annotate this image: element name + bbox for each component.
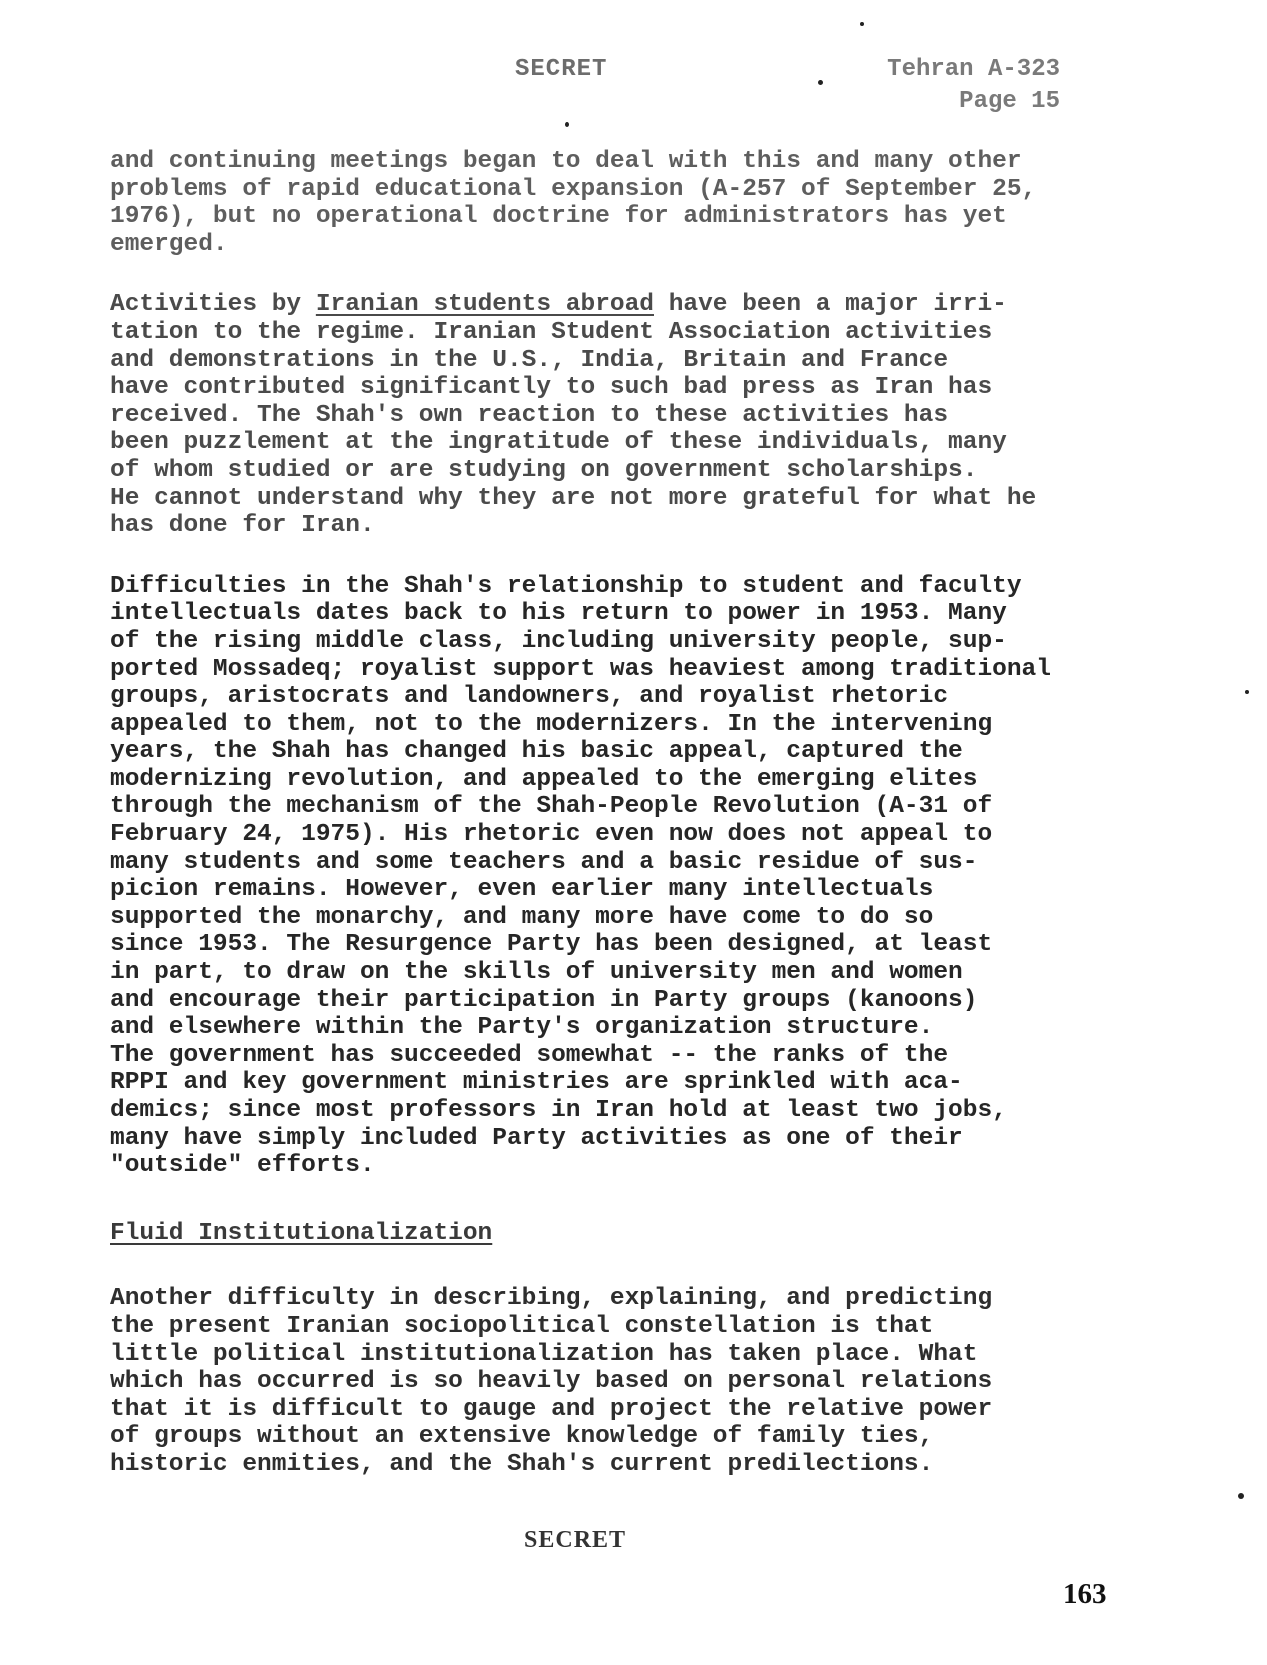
scan-speck <box>860 22 864 26</box>
document-body <box>110 148 1190 1479</box>
document-reference: Tehran A-323 <box>887 56 1060 83</box>
header-reference <box>845 54 1060 118</box>
scan-speck <box>565 122 569 127</box>
paragraph-institutionalization: Another difficulty in describing, explaining, and predicting the present Iranian sociopolitical constellation is that little political institutionalization has taken place. What which has occurred is so heavily based on personal relations that it is difficult to gauge and project the relative power of groups without an extensive knowledge of family ties, historic enmities, and the Shah's current predilections. <box>110 1285 993 1478</box>
page-number: 163 <box>1063 1578 1107 1610</box>
scan-speck <box>1238 1493 1244 1499</box>
underlined-phrase: Iranian students abroad <box>315 291 654 319</box>
page-reference: Page 15 <box>959 88 1060 115</box>
paragraph-intellectuals: Difficulties in the Shah's relationship to student and faculty intellectuals dates back to his return to power in 1953. Many of the rising middle class, including university people, sup- ported Mossadeq; royalist support was heaviest among traditional groups, aristocrats and landowners, and royalist rhetoric appealed to them, not to the modernizers. In the intervening years, the Shah has changed his basic appeal, captured the modernizing revolution, and appealed to the emerging elites through the mechanism of the Shah-People Revolution (A-31 of February 24, 1975). His rhetoric even now does not appeal to many students and some teachers and a basic residue of sus- picion remains. However, even earlier many intellectuals supported the monarchy, and many more have come to do so since 1953. The Resurgence Party has been designed, at least in part, to draw on the skills of university men and women and encourage their participation in Party groups (kanoons) and elsewhere within the Party's organization structure. The government has succeeded somewhat -- the ranks of the RPPI and key government ministries are sprinkled with aca- demics; since most professors in Iran hold at least two jobs, many have simply included Party activities as one of their "outside" efforts. <box>110 572 1051 1180</box>
paragraph-educational-expansion: and continuing meetings began to deal with this and many other problems of rapid educational expansion (A-257 of September 25, 1976), but no operational doctrine for administrators has yet emerged. <box>110 148 1037 258</box>
header-classification: SECRET <box>515 56 608 83</box>
scan-speck <box>1245 690 1249 694</box>
paragraph-students-abroad-start: Activities by <box>110 291 316 319</box>
section-heading: Fluid Institutionalization <box>110 1219 493 1247</box>
scan-speck <box>818 80 823 85</box>
paragraph-students-abroad-rest: have been a major irri- tation to the regime. Iranian Student Association activities and demonstrations in the U.S., India, Britain and France have contributed significantly to such bad press as Iran has received. The Shah's own reaction to these activities has been puzzlement at the ingratitude of these individuals, many of whom studied or are studying on government scholarships. He cannot understand why they are not more grateful for what he has done for Iran. <box>110 291 1037 540</box>
footer-classification: SECRET <box>524 1527 627 1553</box>
paragraph-students-abroad <box>110 291 1190 539</box>
